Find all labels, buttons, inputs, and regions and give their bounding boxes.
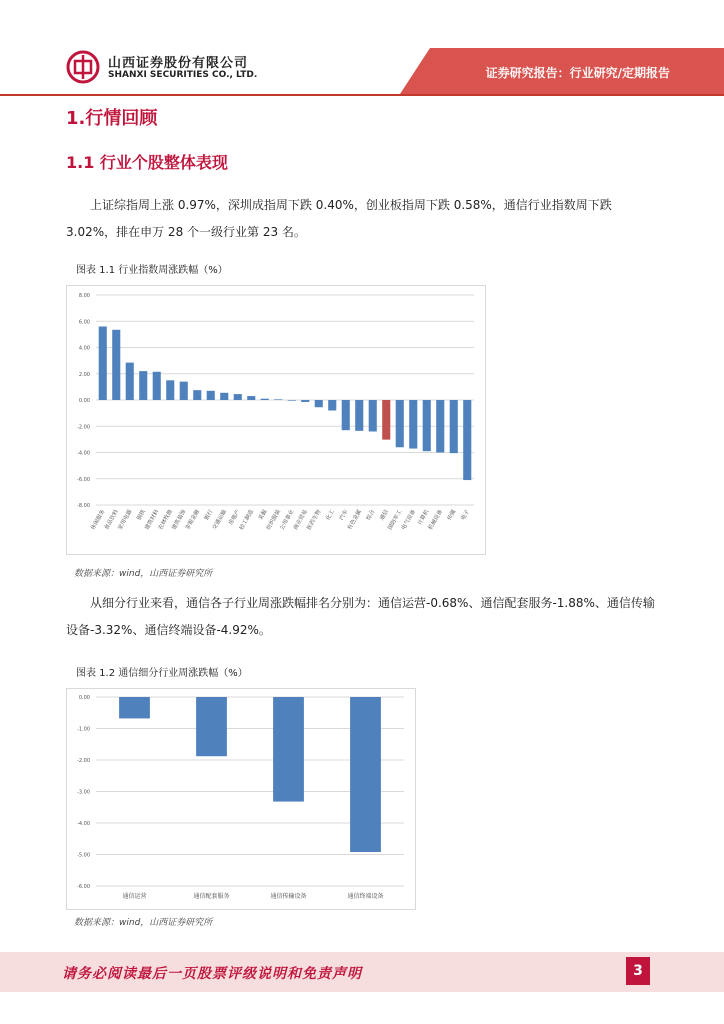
bar (355, 400, 363, 431)
x-tick-label: 农林牧渔 (157, 509, 174, 532)
x-tick-label: 交通运输 (211, 509, 228, 532)
y-tick-label: -4.00 (77, 821, 90, 827)
y-tick-label: 4.00 (78, 345, 90, 352)
x-tick-label: 休闲服务 (90, 509, 107, 532)
x-tick-label: 商业贸易 (292, 509, 309, 532)
paragraph-subindustry-summary: 从细分行业来看，通信各子行业周涨跌幅排名分别为：通信运营-0.68%、通信配套服务-1.88%、通信传输设备-3.32%、通信终端设备-4.92%。 (66, 596, 655, 637)
company-logo-icon (66, 50, 100, 84)
x-tick-label: 机械设备 (427, 509, 444, 532)
bar (409, 400, 417, 449)
x-tick-label: 传媒 (446, 509, 458, 522)
bar (193, 390, 201, 400)
x-tick-label: 通信配套服务 (193, 893, 230, 900)
x-tick-label: 通信 (379, 509, 390, 522)
bar (315, 400, 323, 407)
x-tick-label: 医药生物 (306, 509, 323, 532)
y-tick-label: 0.00 (78, 398, 90, 404)
figure-caption-1: 图表 1.1 行业指数周涨跌幅（%） (76, 265, 228, 276)
x-tick-label: 食品饮料 (103, 509, 120, 532)
bar (382, 400, 390, 440)
report-type-label: 证券研究报告：行业研究/定期报告 (485, 66, 670, 80)
bar (342, 400, 350, 430)
bar (369, 400, 377, 432)
x-tick-label: 轻工制造 (238, 509, 255, 532)
x-tick-label: 家用电器 (117, 509, 134, 532)
y-tick-label: 0.00 (78, 695, 90, 701)
company-name-cn: 山西证券股份有限公司 (108, 56, 249, 71)
y-tick-label: -6.00 (77, 884, 90, 890)
bar (234, 394, 242, 400)
x-tick-label: 有色金属 (346, 509, 363, 532)
y-tick-label: 6.00 (78, 319, 90, 326)
bar (112, 330, 120, 400)
figure-caption-2: 图表 1.2 通信细分行业周涨跌幅（%） (76, 668, 248, 679)
y-tick-label: -2.00 (77, 424, 90, 431)
company-name-en: SHANXI SECURITIES CO., LTD. (108, 70, 258, 80)
y-tick-label: -6.00 (77, 476, 90, 483)
bar (166, 380, 174, 400)
bar (423, 400, 431, 451)
x-tick-label: 钢铁 (136, 509, 147, 522)
bar (220, 393, 228, 400)
y-tick-label: -1.00 (77, 726, 90, 733)
x-tick-label: 计算机 (417, 509, 431, 527)
x-tick-label: 国防军工 (387, 509, 404, 532)
y-tick-label: -5.00 (77, 852, 90, 859)
x-tick-label: 综合 (365, 509, 377, 522)
x-tick-label: 化工 (325, 509, 336, 522)
section-title: 1.行情回顾 (66, 108, 158, 129)
y-tick-label: 8.00 (78, 293, 90, 299)
bar (288, 400, 296, 401)
paragraph-market-summary: 上证综指周上涨 0.97%，深圳成指周下跌 0.40%，创业板指周下跌 0.58%，通信行业指数周下跌 3.02%，排在申万 28 个一级行业第 23 名。 (66, 198, 612, 239)
x-tick-label: 公用事业 (279, 509, 296, 532)
bar (273, 697, 304, 802)
subsection-title: 1.1 行业个股整体表现 (66, 153, 228, 172)
bar (463, 400, 471, 480)
bar (126, 363, 134, 400)
telecom-subindustry-change-chart (66, 688, 416, 910)
bar (396, 400, 404, 447)
x-tick-label: 银行 (203, 509, 215, 522)
bar (274, 399, 282, 400)
x-tick-label: 通信终端设备 (347, 893, 384, 900)
x-tick-label: 通信传输设备 (270, 893, 307, 900)
bar (350, 697, 381, 852)
x-tick-label: 非银金融 (184, 509, 201, 532)
bar (196, 697, 227, 756)
x-tick-label: 建筑材料 (144, 509, 161, 532)
x-tick-label: 通信运营 (122, 893, 147, 900)
bar (247, 396, 255, 400)
footer-disclaimer: 请务必阅读最后一页股票评级说明和免责声明 (62, 966, 362, 982)
bar (207, 391, 215, 400)
x-tick-label: 电子 (460, 509, 471, 522)
bar (153, 372, 161, 400)
bar (139, 371, 147, 400)
bar (450, 400, 458, 453)
industry-weekly-change-chart (66, 285, 486, 555)
figure-source-1: 数据来源：wind，山西证券研究所 (74, 569, 213, 579)
y-tick-label: 2.00 (78, 371, 90, 378)
bar (119, 697, 150, 718)
bar (99, 327, 107, 401)
y-tick-label: -3.00 (77, 789, 90, 796)
x-tick-label: 纺织服装 (265, 509, 282, 532)
x-tick-label: 电气设备 (400, 509, 417, 532)
x-tick-label: 汽车 (338, 509, 350, 522)
y-tick-label: -2.00 (77, 758, 90, 764)
bar (301, 400, 309, 402)
x-tick-label: 建筑装饰 (171, 509, 188, 532)
bar (180, 382, 188, 400)
x-tick-label: 采掘 (257, 509, 269, 522)
bar (436, 400, 444, 453)
figure-source-2: 数据来源：wind，山西证券研究所 (74, 918, 213, 928)
x-tick-label: 房地产 (228, 509, 242, 527)
y-tick-label: -8.00 (77, 503, 90, 509)
bar (328, 400, 336, 411)
page-number: 3 (626, 957, 650, 985)
header-divider (0, 94, 724, 96)
bar (261, 399, 269, 400)
y-tick-label: -4.00 (77, 450, 90, 457)
